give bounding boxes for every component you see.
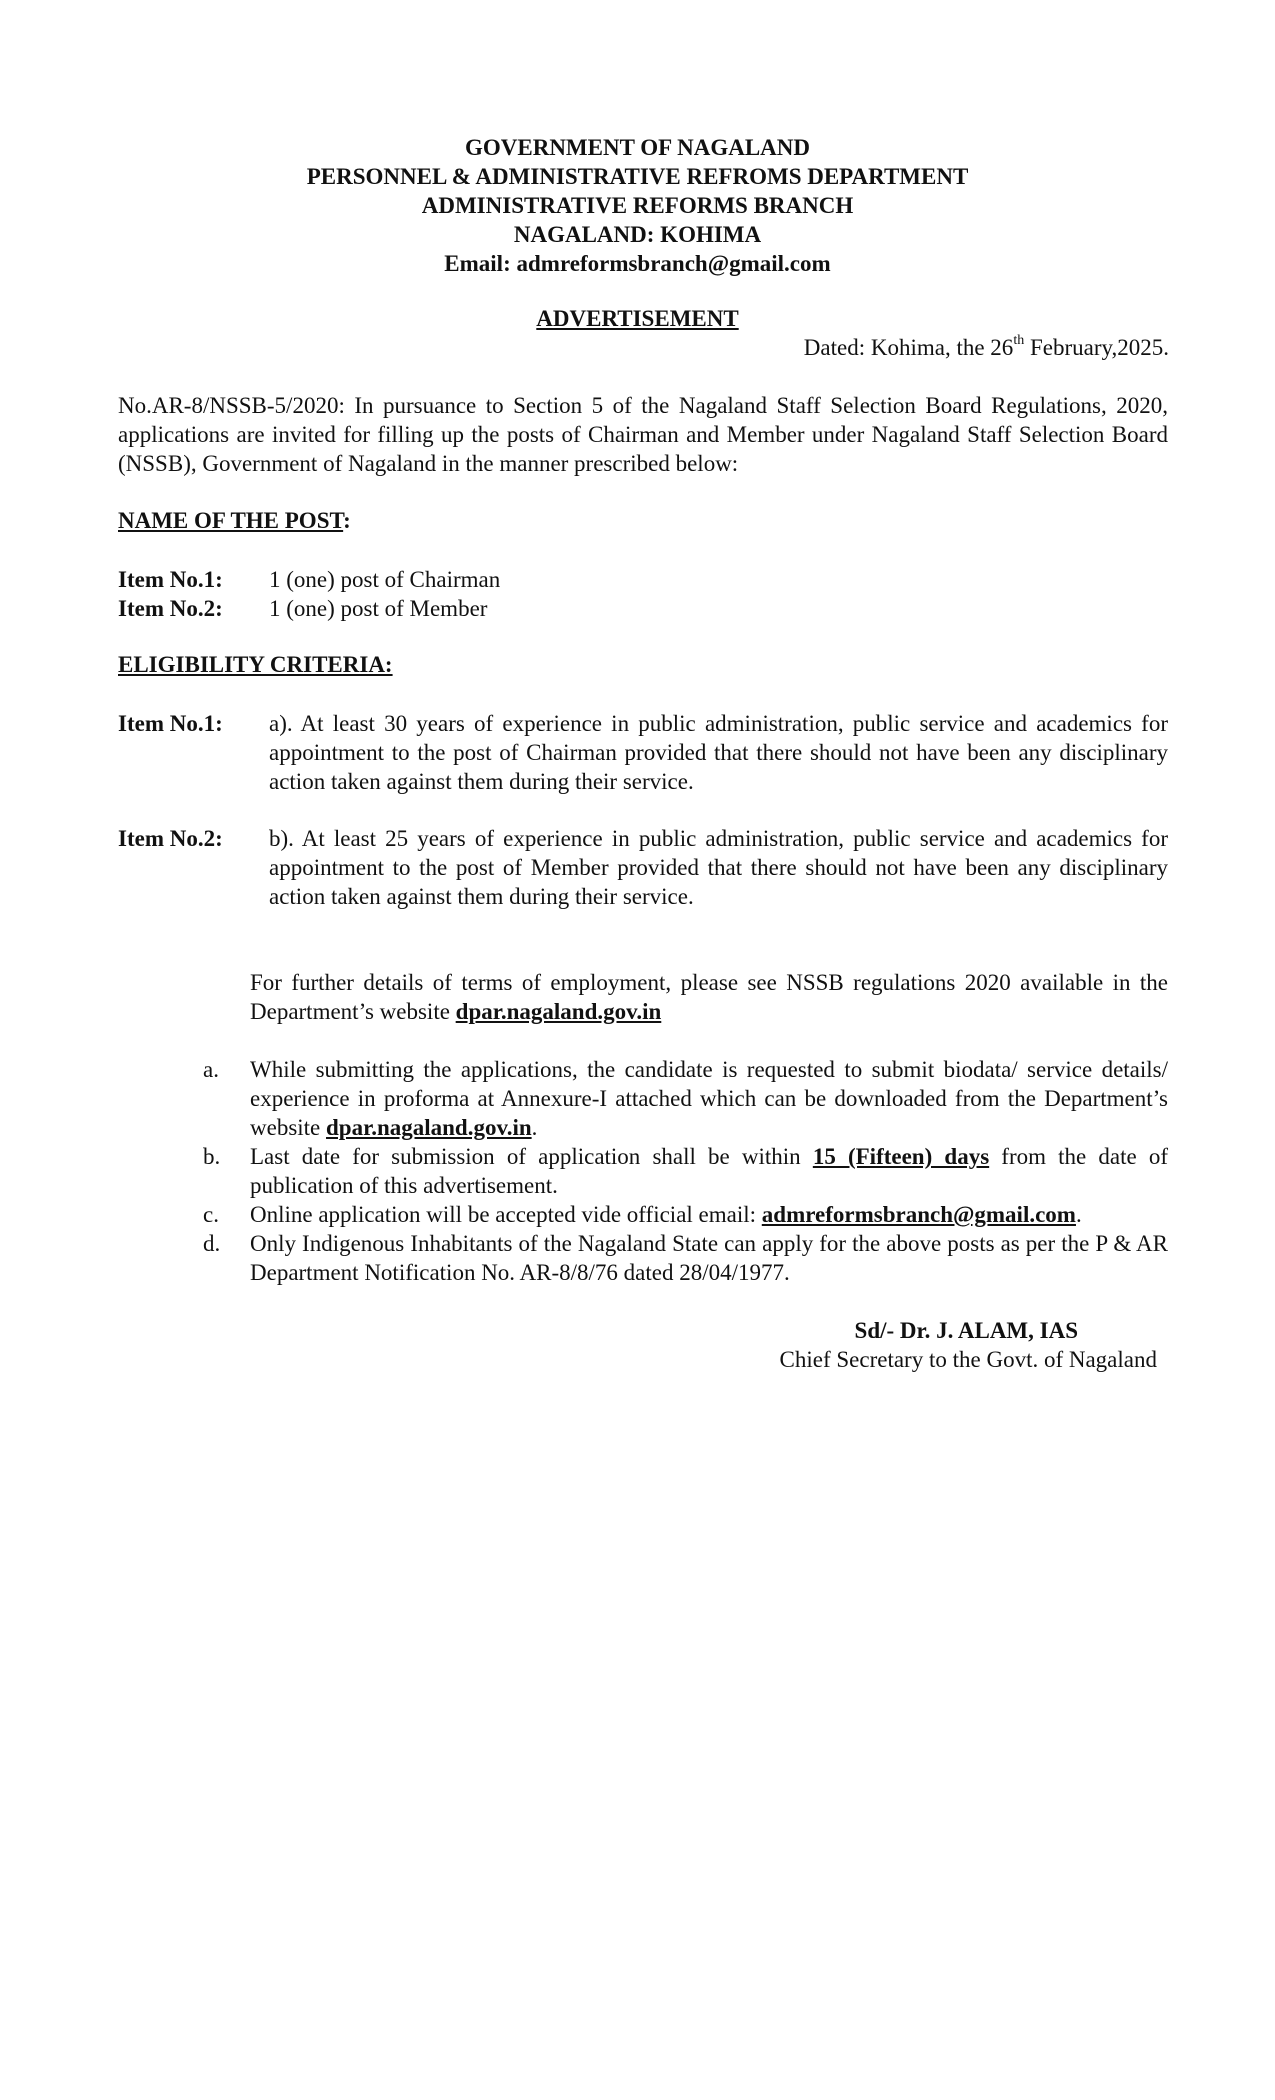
list-marker: a.: [203, 1057, 219, 1082]
further-details-paragraph: [250, 968, 1168, 1026]
header-email-line: [0, 249, 1275, 278]
signatory-name: Sd/- Dr. J. ALAM, IAS: [854, 1318, 1078, 1343]
dated-suffix: February,2025.: [1024, 335, 1169, 360]
further-details-text: For further details of terms of employment, please see NSSB regulations 2020 available in the Department’s website: [250, 970, 1168, 1024]
post-item-text: 1 (one) post of Chairman: [269, 567, 501, 592]
dated-superscript: th: [1013, 333, 1025, 349]
dated-line: [804, 333, 1169, 362]
advertisement-title: ADVERTISEMENT: [536, 306, 739, 331]
letterhead: [0, 133, 1275, 278]
list-text: [250, 1200, 1168, 1229]
header-line-location: NAGALAND: KOHIMA: [513, 222, 762, 247]
header-line-branch: ADMINISTRATIVE REFORMS BRANCH: [421, 193, 854, 218]
dated-prefix: Dated: Kohima, the 26: [803, 335, 1014, 360]
list-text-end: .: [531, 1115, 538, 1140]
official-email-link[interactable]: admreformsbranch@gmail.com: [761, 1202, 1076, 1227]
department-website-link[interactable]: dpar.nagaland.gov.in: [455, 999, 662, 1024]
list-marker: b.: [203, 1144, 221, 1169]
eligibility-item-label: Item No.2:: [118, 826, 223, 851]
list-marker: c.: [203, 1202, 219, 1227]
eligibility-item-text: a). At least 30 years of experience in public administration, public service and academics for appointment to the post of Chairman provided that there should not have been any disciplinary action taken against them during their service.: [269, 711, 1168, 794]
list-text-body: Last date for submission of application shall be within: [250, 1144, 813, 1169]
list-text-end: .: [1075, 1202, 1082, 1227]
header-line-government: GOVERNMENT OF NAGALAND: [464, 135, 810, 160]
name-of-post-heading-text: NAME OF THE POST: [118, 508, 344, 533]
list-text-end: from the date of publication of this advertisement.: [250, 1144, 1169, 1198]
eligibility-item-label: Item No.1:: [118, 711, 223, 736]
eligibility-heading: [118, 650, 393, 679]
header-email-address: admreformsbranch@gmail.com: [516, 251, 831, 276]
list-marker: d.: [203, 1231, 221, 1256]
list-text: [250, 1142, 1168, 1200]
post-item-text: 1 (one) post of Member: [269, 596, 488, 621]
signatory-title: Chief Secretary to the Govt. of Nagaland: [779, 1347, 1157, 1372]
list-text-body: While submitting the applications, the candidate is requested to submit biodata/ service details/ experience in proforma at Annexure-I attached which can be downloaded from the Department’s website: [250, 1057, 1168, 1140]
eligibility-heading-text: ELIGIBILITY CRITERIA:: [118, 652, 393, 677]
intro-paragraph: No.AR-8/NSSB-5/2020: In pursuance to Section 5 of the Nagaland Staff Selection Board Regulations, 2020, applications are invited for filling up the posts of Chairman and Member under Nagaland Staff Selection Board (NSSB), Government of Nagaland in the manner prescribed below:: [118, 393, 1168, 476]
post-item-label: Item No.1:: [118, 567, 223, 592]
deadline-emphasis: 15 (Fifteen) days: [812, 1144, 990, 1169]
header-line-department: PERSONNEL & ADMINISTRATIVE REFROMS DEPARTMENT: [306, 164, 969, 189]
eligibility-item-text: b). At least 25 years of experience in public administration, public service and academics for appointment to the post of Member provided that there should not have been any disciplinary action taken against them during their service.: [269, 826, 1168, 909]
list-text: [250, 1055, 1168, 1142]
header-email-label: Email:: [444, 251, 517, 276]
department-website-link[interactable]: dpar.nagaland.gov.in: [326, 1115, 532, 1140]
name-of-post-heading-colon: :: [343, 508, 351, 533]
post-item-label: Item No.2:: [118, 596, 223, 621]
list-text-body: Online application will be accepted vide official email:: [250, 1202, 762, 1227]
name-of-post-heading: [118, 506, 351, 535]
list-text: Only Indigenous Inhabitants of the Nagaland State can apply for the above posts as per the P & AR Department Notification No. AR-8/8/76 dated 28/04/1977.: [250, 1231, 1168, 1285]
